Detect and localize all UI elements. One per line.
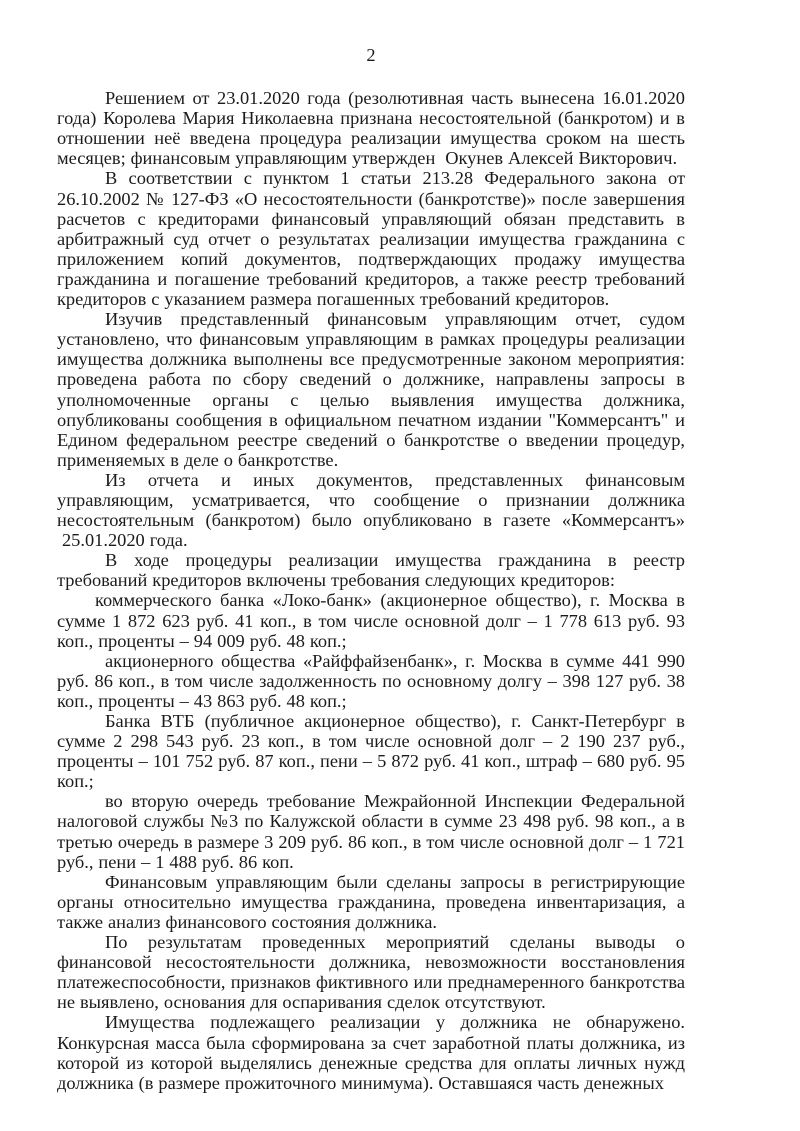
paragraph: Финансовым управляющим были сделаны запросы в регистрирующие органы относительно имущества гражданина, проведена инвентаризация, а также анализ финансового состояния должника. — [57, 871, 685, 932]
paragraph: коммерческого банка «Локо-банк» (акционерное общество), г. Москва в сумме 1 872 623 руб. 41 коп., в том числе основной долг – 1 778 613 руб. 93 коп., проценты – 94 009 руб. 48 коп.; — [57, 590, 685, 651]
paragraph: во вторую очередь требование Межрайонной Инспекции Федеральной налоговой службы №3 по Калужской области в сумме 23 498 руб. 98 коп., а в третью очередь в размере 3 209 руб. 86 коп., в том числе основной долг – 1 721 руб., пени – 1 488 руб. 86 коп. — [57, 791, 685, 872]
page-number: 2 — [366, 45, 376, 65]
paragraph: Решением от 23.01.2020 года (резолютивная часть вынесена 16.01.2020 года) Королева Мария Николаевна признана несостоятельной (банкротом) и в отношении неё введена процедура реализации имущества сроком на шесть месяцев; финансовым управляющим утвержден Окунев Алексей Викторович. — [57, 88, 685, 169]
paragraph: Из отчета и иных документов, представленных финансовым управляющим, усматривается, что сообщение о признании должника несостоятельным (банкротом) было опубликовано в газете «Коммерсантъ» 25.01.2020 года. — [57, 469, 685, 551]
paragraph: В соответствии с пунктом 1 статьи 213.28 Федерального закона от 26.10.2002 № 127-ФЗ «О несостоятельности (банкротстве)» после завершения расчетов с кредиторами финансовый управляющий обязан представить в арбитражный суд отчет о результатах реализации имущества гражданина с приложением копий документов, подтверждающих продажу имущества гражданина и погашение требований кредиторов, а также реестр требований кредиторов с указанием размера погашенных требований кредиторов. — [57, 168, 685, 310]
paragraph: Банка ВТБ (публичное акционерное общество), г. Санкт-Петербург в сумме 2 298 543 руб. 23 коп., в том числе основной долг – 2 190 237 руб., проценты – 101 752 руб. 87 коп., пени – 5 872 руб. 41 коп., штраф – 680 руб. 95 коп.; — [57, 711, 685, 792]
document-body — [57, 88, 685, 1093]
paragraph: Имущества подлежащего реализации у должника не обнаружено. Конкурсная масса была сформирована за счет заработной платы должника, из которой из которой выделялись денежные средства для оплаты личных нужд должника (в размере прожиточного минимума). Оставшаяся часть денежных — [57, 1012, 685, 1093]
paragraph: В ходе процедуры реализации имущества гражданина в реестр требований кредиторов включены требования следующих кредиторов: — [57, 550, 685, 591]
paragraph: акционерного общества «Райффайзенбанк», г. Москва в сумме 441 990 руб. 86 коп., в том числе задолженность по основному долгу – 398 127 руб. 38 коп., проценты – 43 863 руб. 48 коп.; — [57, 650, 685, 711]
paragraph: По результатам проведенных мероприятий сделаны выводы о финансовой несостоятельности должника, невозможности восстановления платежеспособности, признаков фиктивного или преднамеренного банкротства не выявлено, основания для оспаривания сделок отсутствуют. — [57, 932, 685, 1013]
paragraph: Изучив представленный финансовым управляющим отчет, судом установлено, что финансовым управляющим в рамках процедуры реализации имущества должника выполнены все предусмотренные законом мероприятия: проведена работа по сбору сведений о должнике, направлены запросы в уполномоченные органы с целью выявления имущества должника, опубликованы сообщения в официальном печатном издании "Коммерсантъ" и Едином федеральном реестре сведений о банкротстве о введении процедур, применяемых в деле о банкротстве. — [57, 309, 685, 470]
